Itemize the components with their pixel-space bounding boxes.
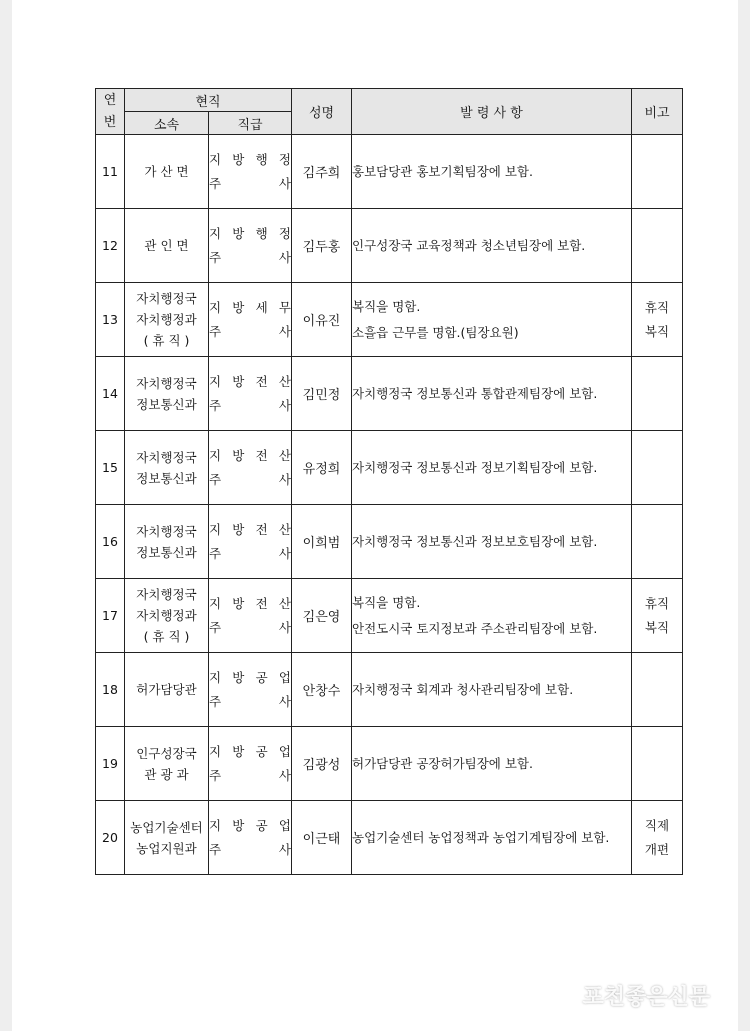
order-line: 홍보담당관 홍보기획팀장에 보함.: [352, 163, 533, 179]
affiliation-line: 자치행정국: [136, 291, 197, 306]
affiliation-line: 관 광 과: [144, 766, 189, 782]
row-number: 17: [96, 579, 125, 653]
row-affiliation: [125, 431, 209, 505]
row-number: 15: [96, 431, 125, 505]
grade-line: 주 사: [209, 767, 291, 783]
affiliation-line: 농업지원과: [136, 840, 197, 856]
row-order: [352, 209, 632, 283]
row-affiliation: [125, 283, 209, 357]
row-grade: [209, 357, 292, 431]
order-line: 복직을 명함.: [352, 594, 421, 610]
order-line: 허가담당관 공장허가팀장에 보함.: [352, 755, 533, 771]
row-name: 김주희: [292, 135, 352, 209]
affiliation-line: 정보통신과: [136, 470, 197, 486]
grade-line: 지 방 전 산: [209, 521, 291, 537]
table-row: [96, 431, 683, 505]
table-row: [96, 283, 683, 357]
table-body: [96, 135, 683, 875]
affiliation-line: 자치행정과: [136, 608, 197, 623]
affiliation-line: 농업기술센터: [130, 819, 203, 835]
row-number: 20: [96, 801, 125, 875]
row-number: 14: [96, 357, 125, 431]
order-line: 자치행정국 회계과 청사관리팀장에 보함.: [352, 681, 574, 697]
row-name: 이희범: [292, 505, 352, 579]
row-note: [632, 431, 683, 505]
row-name: 김민정: [292, 357, 352, 431]
affiliation-line: 관 인 면: [144, 238, 189, 253]
row-number: 13: [96, 283, 125, 357]
row-grade: [209, 283, 292, 357]
row-grade: [209, 579, 292, 653]
table-row: [96, 653, 683, 727]
note-line: 직제: [644, 817, 670, 833]
order-line: 자치행정국 정보통신과 정보기획팀장에 보함.: [352, 459, 598, 475]
row-grade: [209, 727, 292, 801]
row-affiliation: [125, 653, 209, 727]
grade-line: 주 사: [209, 693, 291, 709]
affiliation-line: 자치행정국: [136, 587, 197, 602]
header-number: [96, 89, 125, 135]
newspaper-watermark: 포천좋은신문: [582, 985, 710, 1010]
row-note: [632, 801, 683, 875]
table-row: [96, 209, 683, 283]
row-affiliation: [125, 801, 209, 875]
order-line: 농업기술센터 농업정책과 농업기계팀장에 보함.: [352, 829, 610, 845]
row-note: [632, 135, 683, 209]
row-name: 김광성: [292, 727, 352, 801]
row-order: [352, 653, 632, 727]
row-note: [632, 653, 683, 727]
grade-line: 지 방 세 무: [209, 299, 291, 315]
grade-line: 주 사: [209, 323, 291, 339]
grade-line: 지 방 전 산: [209, 373, 291, 389]
table-row: [96, 135, 683, 209]
grade-line: 주 사: [209, 841, 291, 857]
grade-line: 지 방 행 정: [209, 225, 291, 241]
row-number: 18: [96, 653, 125, 727]
row-name: 유정희: [292, 431, 352, 505]
row-name: 안창수: [292, 653, 352, 727]
order-line: 안전도시국 토지정보과 주소관리팀장에 보함.: [352, 620, 598, 636]
row-affiliation: [125, 357, 209, 431]
row-order: [352, 283, 632, 357]
header-order: 발 령 사 항: [352, 89, 632, 135]
row-number: 16: [96, 505, 125, 579]
order-line: 복직을 명함.: [352, 298, 421, 314]
row-order: [352, 579, 632, 653]
table-row: [96, 801, 683, 875]
grade-line: 주 사: [209, 397, 291, 413]
grade-line: 지 방 전 산: [209, 447, 291, 463]
grade-line: 지 방 공 업: [209, 817, 291, 833]
row-note: [632, 505, 683, 579]
order-line: 소흘읍 근무를 명함.(팀장요원): [352, 324, 519, 340]
row-name: 이유진: [292, 283, 352, 357]
header-name: 성명: [292, 89, 352, 135]
grade-line: 주 사: [209, 175, 291, 191]
row-grade: [209, 505, 292, 579]
header-current-position: 현직: [125, 89, 292, 112]
row-note: [632, 283, 683, 357]
header-number-top: 연: [103, 92, 117, 108]
row-grade: [209, 431, 292, 505]
row-order: [352, 135, 632, 209]
row-order: [352, 801, 632, 875]
grade-line: 지 방 행 정: [209, 151, 291, 167]
header-note: 비고: [632, 89, 683, 135]
order-line: 인구성장국 교육정책과 청소년팀장에 보함.: [352, 237, 586, 253]
row-order: [352, 727, 632, 801]
table-row: [96, 505, 683, 579]
header-number-bottom: 번: [103, 114, 117, 130]
table-row: [96, 357, 683, 431]
affiliation-line: 인구성장국: [136, 745, 197, 761]
order-line: 자치행정국 정보통신과 통합관제팀장에 보함.: [352, 385, 598, 401]
row-grade: [209, 209, 292, 283]
affiliation-line: ( 휴 직 ): [143, 629, 190, 644]
row-affiliation: [125, 505, 209, 579]
grade-line: 지 방 공 업: [209, 743, 291, 759]
affiliation-line: ( 휴 직 ): [143, 333, 190, 348]
grade-line: 주 사: [209, 249, 291, 265]
note-line: 휴직: [644, 299, 670, 315]
table-row: [96, 727, 683, 801]
row-note: [632, 209, 683, 283]
note-line: 휴직: [644, 595, 670, 611]
row-note: [632, 357, 683, 431]
row-number: 19: [96, 727, 125, 801]
header-grade: 직급: [209, 112, 292, 135]
grade-line: 주 사: [209, 619, 291, 635]
note-line: 복직: [644, 619, 670, 635]
table-row: [96, 579, 683, 653]
personnel-order-table: [95, 88, 683, 875]
row-affiliation: [125, 209, 209, 283]
row-affiliation: [125, 135, 209, 209]
row-note: [632, 579, 683, 653]
order-line: 자치행정국 정보통신과 정보보호팀장에 보함.: [352, 533, 598, 549]
affiliation-line: 자치행정국: [136, 523, 197, 539]
document-page: [12, 0, 738, 1031]
row-grade: [209, 801, 292, 875]
affiliation-line: 정보통신과: [136, 544, 197, 560]
note-line: 복직: [644, 323, 670, 339]
row-number: 11: [96, 135, 125, 209]
row-affiliation: [125, 727, 209, 801]
row-note: [632, 727, 683, 801]
row-order: [352, 431, 632, 505]
row-grade: [209, 653, 292, 727]
affiliation-line: 허가담당관: [136, 682, 197, 697]
grade-line: 주 사: [209, 471, 291, 487]
affiliation-line: 정보통신과: [136, 396, 197, 412]
affiliation-line: 자치행정국: [136, 375, 197, 391]
note-line: 개편: [644, 841, 670, 857]
grade-line: 지 방 공 업: [209, 669, 291, 685]
affiliation-line: 자치행정국: [136, 449, 197, 465]
row-affiliation: [125, 579, 209, 653]
row-number: 12: [96, 209, 125, 283]
row-order: [352, 357, 632, 431]
grade-line: 주 사: [209, 545, 291, 561]
grade-line: 지 방 전 산: [209, 595, 291, 611]
row-name: 김은영: [292, 579, 352, 653]
affiliation-line: 자치행정과: [136, 312, 197, 327]
row-grade: [209, 135, 292, 209]
row-order: [352, 505, 632, 579]
header-affiliation: 소속: [125, 112, 209, 135]
row-name: 이근태: [292, 801, 352, 875]
row-name: 김두홍: [292, 209, 352, 283]
affiliation-line: 가 산 면: [144, 164, 189, 179]
